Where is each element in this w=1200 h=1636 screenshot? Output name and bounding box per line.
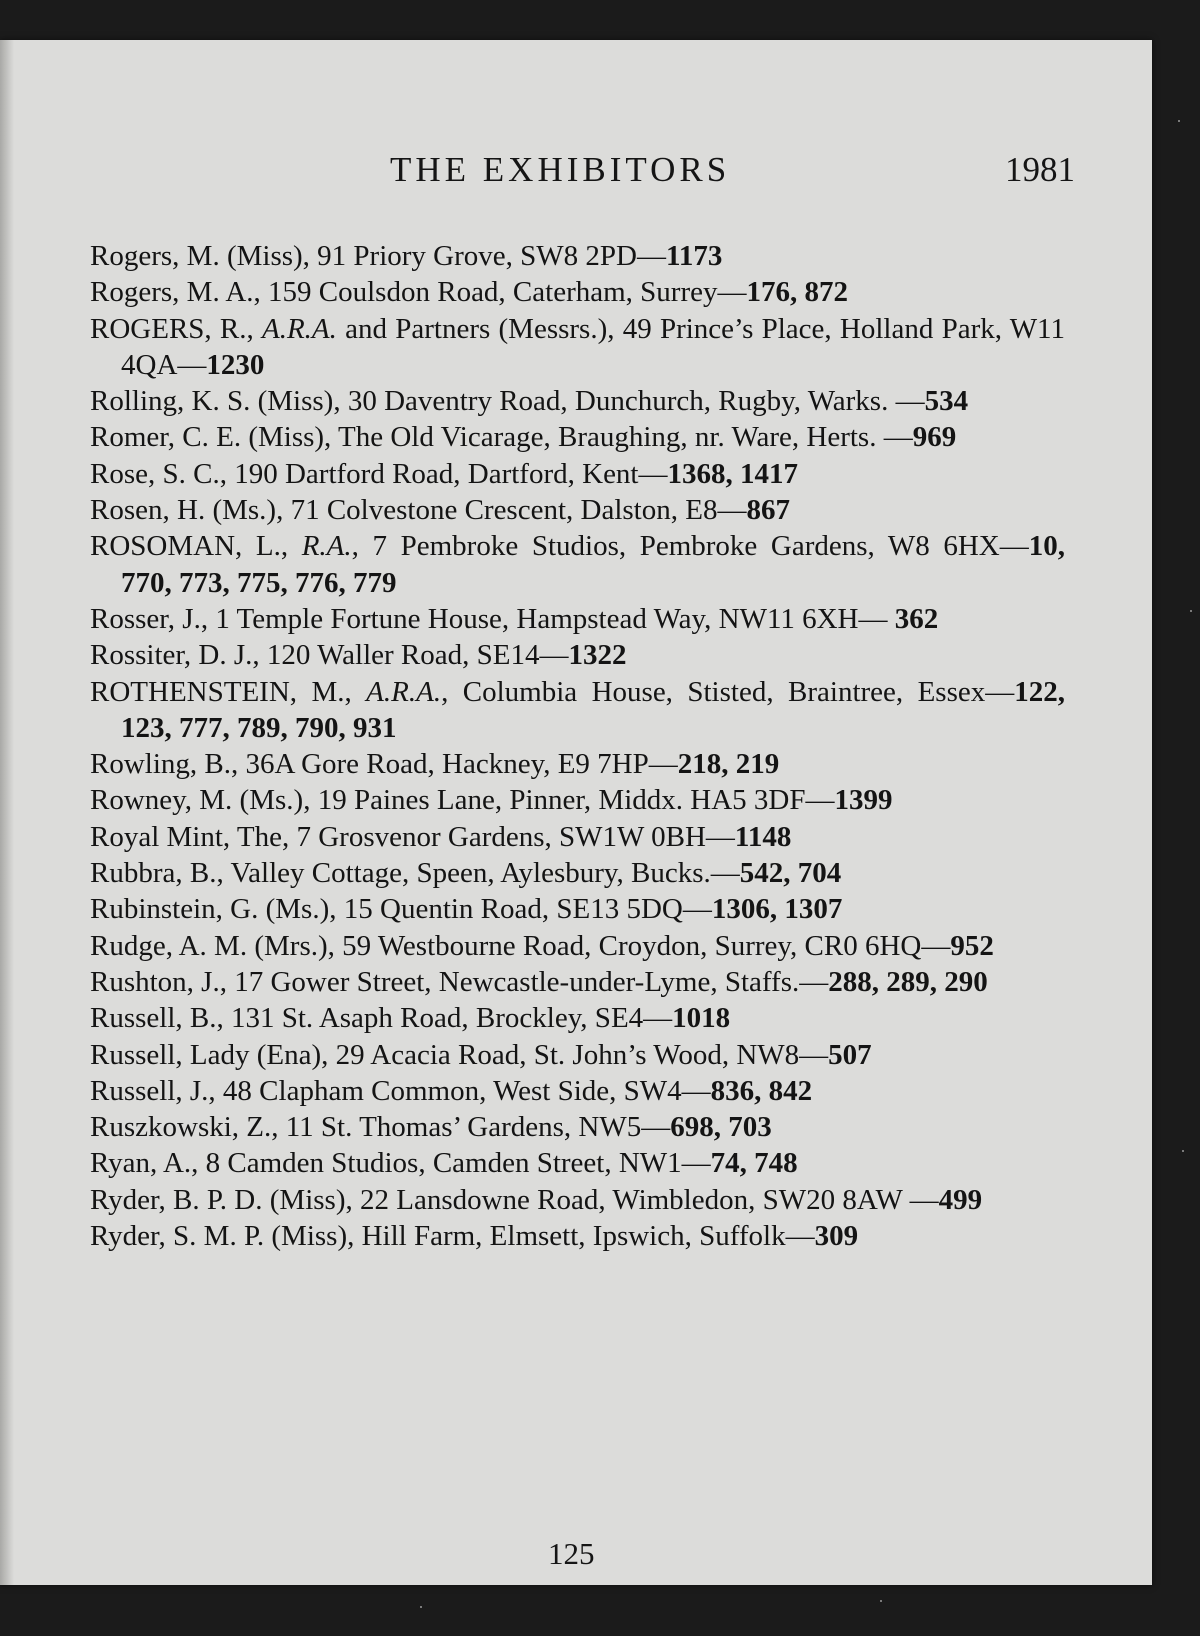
exhibitor-address: Russell, B., 131 St. Asaph Road, Brockley, SE4—: [90, 1002, 673, 1035]
page-binding-shadow: [0, 40, 14, 1585]
catalogue-numbers: 1368, 1417: [667, 457, 798, 490]
exhibitor-entry: [90, 782, 1065, 818]
running-head: [90, 150, 1075, 194]
exhibitor-entry: [90, 383, 1065, 419]
exhibitor-address: Rogers, M. A., 159 Coulsdon Road, Caterham, Surrey—: [90, 276, 747, 309]
exhibitor-address: Rogers, M. (Miss), 91 Priory Grove, SW8 2PD—: [90, 240, 666, 272]
exhibitor-address: Ryan, A., 8 Camden Studios, Camden Street, NW1—: [90, 1147, 711, 1180]
exhibitor-address: Rossiter, D. J., 120 Waller Road, SE14—: [90, 639, 569, 672]
catalogue-numbers: 74, 748: [710, 1147, 798, 1180]
scan-speck: [420, 1606, 422, 1608]
exhibitor-address: Rudge, A. M. (Mrs.), 59 Westbourne Road, Croydon, Surrey, CR0 6HQ—: [90, 929, 951, 962]
exhibitor-entry: [90, 1218, 1065, 1254]
academy-title: A.R.A.: [261, 312, 337, 345]
academy-title: R.A.: [301, 530, 352, 563]
catalogue-numbers: 176, 872: [746, 276, 848, 309]
exhibitor-address: , 7 Pembroke Studios, Pembroke Gardens, W8 6HX—: [351, 530, 1029, 563]
exhibitor-address: , Columbia House, Stisted, Braintree, Essex—: [441, 675, 1015, 708]
catalogue-numbers: 1148: [734, 820, 792, 853]
exhibitor-address: Rolling, K. S. (Miss), 30 Daventry Road, Dunchurch, Rugby, Warks. —: [90, 385, 925, 418]
exhibition-year: 1981: [1005, 150, 1075, 189]
exhibitor-address: Rowling, B., 36A Gore Road, Hackney, E9 7HP—: [90, 748, 678, 781]
exhibitor-address: Rosen, H. (Ms.), 71 Colvestone Crescent, Dalston, E8—: [90, 494, 747, 527]
exhibitor-entry: [90, 819, 1065, 855]
catalogue-numbers: 698, 703: [670, 1111, 772, 1144]
exhibitor-address: Rubbra, B., Valley Cottage, Speen, Aylesbury, Bucks.—: [90, 857, 740, 890]
scan-speck: [1182, 1150, 1184, 1152]
page-number: 125: [548, 1536, 595, 1571]
exhibitor-address: Royal Mint, The, 7 Grosvenor Gardens, SW1W 0BH—: [90, 820, 735, 853]
exhibitor-entry: [90, 274, 1065, 310]
scan-speck: [880, 1600, 882, 1602]
catalogue-numbers: 288, 289, 290: [828, 965, 988, 998]
exhibitor-entry: [90, 528, 1065, 601]
exhibitor-address: Rubinstein, G. (Ms.), 15 Quentin Road, SE13 5DQ—: [90, 893, 712, 926]
exhibitor-entry: [90, 456, 1065, 492]
catalogue-numbers: 1306, 1307: [711, 893, 843, 926]
exhibitor-entry: [90, 674, 1065, 747]
catalogue-numbers: 122, 123, 777, 789, 790, 931: [121, 675, 1065, 744]
catalogue-numbers: 1399: [834, 784, 893, 817]
catalogue-numbers: 542, 704: [739, 857, 842, 890]
exhibitor-entry: [90, 1145, 1065, 1181]
catalogue-numbers: 10, 770, 773, 775, 776, 779: [121, 530, 1065, 599]
exhibitor-entry: [90, 601, 1065, 637]
exhibitor-address: Ryder, S. M. P. (Miss), Hill Farm, Elmsett, Ipswich, Suffolk—: [90, 1220, 815, 1253]
catalogue-numbers: 952: [950, 929, 994, 962]
catalogue-numbers: 1230: [206, 348, 265, 381]
catalogue-numbers: 969: [912, 421, 957, 454]
exhibitor-name: ROGERS, R.,: [90, 312, 262, 345]
exhibitor-entry: [90, 855, 1065, 891]
exhibitor-entry: [90, 1037, 1065, 1073]
scan-speck: [1178, 120, 1180, 122]
academy-title: A.R.A.: [366, 675, 442, 708]
exhibitor-address: Rushton, J., 17 Gower Street, Newcastle-under-Lyme, Staffs.—: [90, 965, 829, 998]
catalogue-numbers: 1173: [665, 240, 723, 272]
catalogue-numbers: 1018: [672, 1002, 731, 1035]
exhibitor-address: Russell, Lady (Ena), 29 Acacia Road, St. John’s Wood, NW8—: [90, 1038, 829, 1071]
page-title: THE EXHIBITORS: [390, 150, 731, 189]
exhibitor-entry: [90, 746, 1065, 782]
scan-speck: [1190, 610, 1192, 612]
exhibitor-list: [90, 238, 1065, 1254]
catalogue-numbers: 836, 842: [710, 1074, 813, 1107]
exhibitor-address: Romer, C. E. (Miss), The Old Vicarage, Braughing, nr. Ware, Herts. —: [90, 421, 913, 454]
catalogue-numbers: 507: [828, 1038, 872, 1071]
exhibitor-address: and Partners (Messrs.), 49 Prince’s Place, Holland Park, W11 4QA—: [121, 312, 1065, 381]
catalogue-numbers: 218, 219: [677, 748, 780, 781]
exhibitor-entry: [90, 891, 1065, 927]
exhibitor-address: Russell, J., 48 Clapham Common, West Side, SW4—: [90, 1074, 711, 1107]
catalogue-numbers: 309: [814, 1220, 859, 1253]
catalogue-numbers: 534: [924, 385, 969, 418]
exhibitor-entry: [90, 419, 1065, 455]
exhibitor-address: Rose, S. C., 190 Dartford Road, Dartford, Kent—: [90, 457, 668, 490]
exhibitor-name: ROTHENSTEIN, M.,: [90, 675, 367, 708]
exhibitor-address: Ryder, B. P. D. (Miss), 22 Lansdowne Road, Wimbledon, SW20 8AW —: [90, 1183, 939, 1216]
catalogue-numbers: 499: [938, 1183, 983, 1216]
exhibitor-entry: [90, 928, 1065, 964]
exhibitor-entry: [90, 1073, 1065, 1109]
exhibitor-entry: [90, 492, 1065, 528]
catalogue-numbers: 1322: [568, 639, 627, 672]
exhibitor-entry: [90, 1182, 1065, 1218]
exhibitor-entry: [90, 1109, 1065, 1145]
exhibitor-address: Rosser, J., 1 Temple Fortune House, Hampstead Way, NW11 6XH—: [90, 602, 895, 635]
exhibitor-name: ROSOMAN, L.,: [90, 530, 302, 563]
catalogue-numbers: 867: [746, 494, 790, 527]
exhibitor-address: Rowney, M. (Ms.), 19 Paines Lane, Pinner, Middx. HA5 3DF—: [90, 784, 835, 817]
exhibitor-entry: [90, 238, 1065, 274]
exhibitor-entry: [90, 637, 1065, 673]
exhibitor-entry: [90, 311, 1065, 384]
exhibitor-address: Ruszkowski, Z., 11 St. Thomas’ Gardens, NW5—: [90, 1111, 671, 1144]
exhibitor-entry: [90, 964, 1065, 1000]
catalogue-numbers: 362: [894, 602, 939, 635]
exhibitor-entry: [90, 1000, 1065, 1036]
